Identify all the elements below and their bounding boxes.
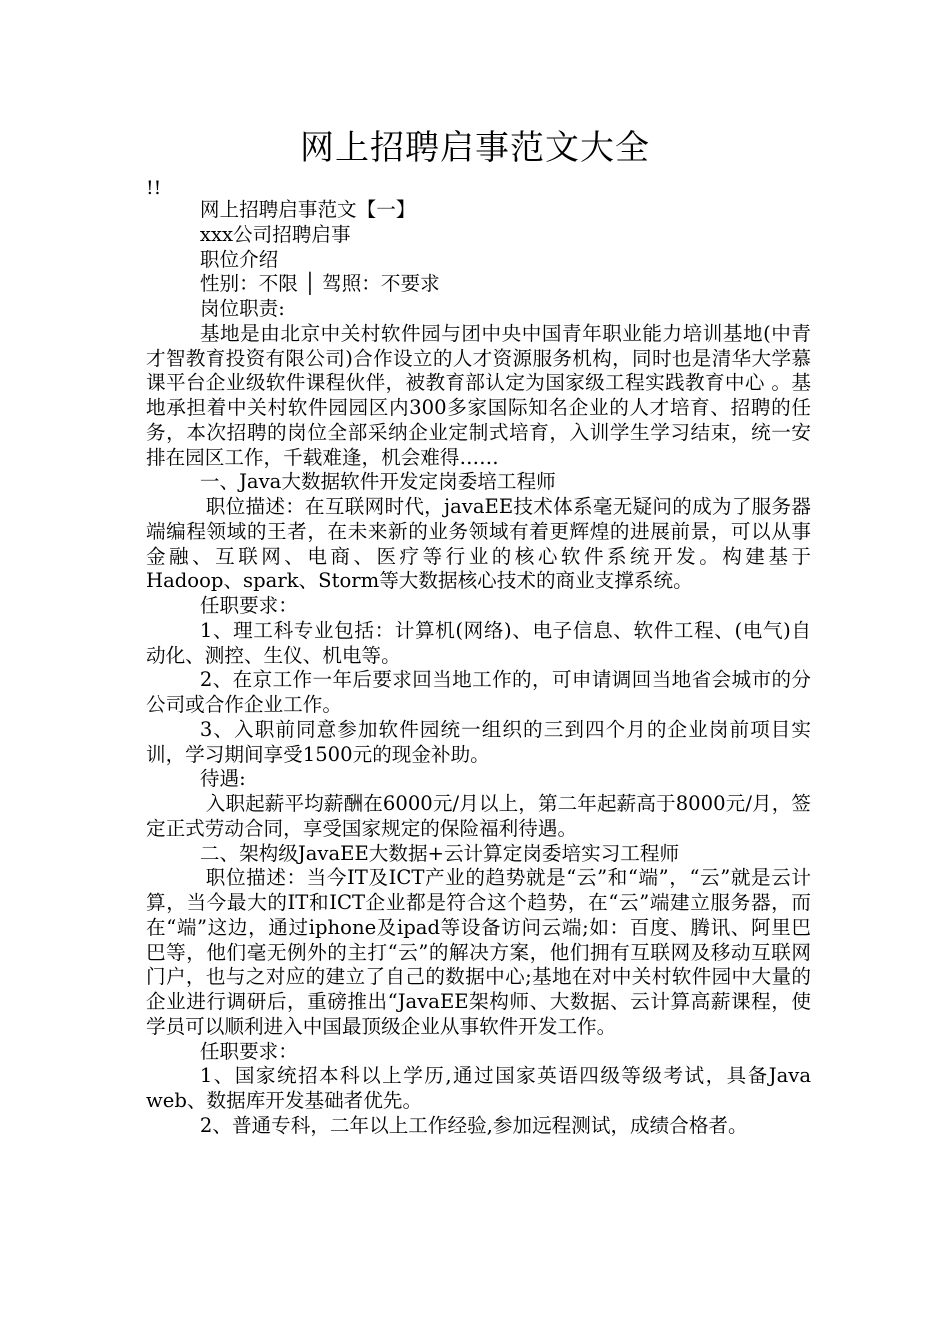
benefits-heading: 待遇: [199, 767, 246, 791]
company-heading: xxx公司招聘启事 [199, 222, 351, 246]
document-body [146, 198, 811, 1139]
requirement-item: 1、国家统招本科以上学历,通过国家英语四级等级考试，具备Java web、数据库开发基础者优先。 [146, 1064, 811, 1112]
duties-heading: 岗位职责: [199, 297, 285, 320]
job-two-description: 职位描述：当今IT及ICT产业的趋势就是“云”和“端”，“云”就是云计算，当今最大的IT和ICT企业都是符合这个趋势，在“云”端建立服务器，而在“端”这边，通过iphone及ipad等设备访问云端;如：百度、腾讯、阿里巴巴等，他们毫无例外的主打“云”的解决方案，他们拥有互联网及移动互联网门户，也与之对应的建立了自己的数据中心;基地在对中关村软件园中大量的企业进行调研后，重磅推出“JavaEE架构师、大数据、云计算高薪课程，使学员可以顺利进入中国最顶级企业从事软件开发工作。 [146, 866, 811, 1038]
job-one-description: 职位描述：在互联网时代，javaEE技术体系毫无疑问的成为了服务器端编程领域的王者，在未来新的业务领域有着更辉煌的进展前景，可以从事金融、互联网、电商、医疗等行业的核心软件系统开发。构建基于Hadoop、spark、Storm等大数据核心技术的商业支撑系统。 [146, 495, 811, 593]
requirements-heading: 任职要求： [199, 1039, 298, 1063]
requirement-item: 2、在京工作一年后要求回当地工作的，可申请调回当地省会城市的分公司或合作企业工作。 [146, 668, 811, 716]
requirement-item: 1、理工科专业包括：计算机(网络)、电子信息、软件工程、(电气)自动化、测控、生仪、机电等。 [146, 618, 811, 667]
gender-license-line: 性别：不限 │ 驾照：不要求 [199, 272, 440, 296]
job-two-heading: 二、架构级JavaEE大数据+云计算定岗委培实习工程师 [199, 841, 680, 865]
position-intro-heading: 职位介绍 [199, 247, 279, 271]
stray-marks: !! [146, 177, 162, 199]
document-title: 网上招聘启事范文大全 [300, 128, 650, 168]
requirement-item: 2、普通专科，二年以上工作经验,参加远程测试，成绩合格者。 [199, 1113, 748, 1137]
job-one-heading: 一、Java大数据软件开发定岗委培工程师 [199, 470, 556, 494]
requirements-heading: 任职要求： [199, 594, 298, 617]
section-heading-one: 网上招聘启事范文【一】 [199, 198, 416, 221]
requirement-item: 3、入职前同意参加软件园统一组织的三到四个月的企业岗前项目实训，学习期间享受1500元的现金补助。 [146, 717, 811, 766]
benefits-paragraph: 入职起薪平均薪酬在6000元/月以上，第二年起薪高于8000元/月，签定正式劳动合同，享受国家规定的保险福利待遇。 [146, 792, 811, 840]
base-description-paragraph: 基地是由北京中关村软件园与团中央中国青年职业能力培训基地(中青才智教育投资有限公司)合作设立的人才资源服务机构，同时也是清华大学慕课平台企业级软件课程伙伴，被教育部认定为国家级工程实践教育中心 。基地承担着中关村软件园园区内300多家国际知名企业的人才培育、招聘的任务，本次招聘的岗位全部采纳企业定制式培育，入训学生学习结束，统一安排在园区工作，千载难逢，机会难得…… [146, 321, 811, 469]
